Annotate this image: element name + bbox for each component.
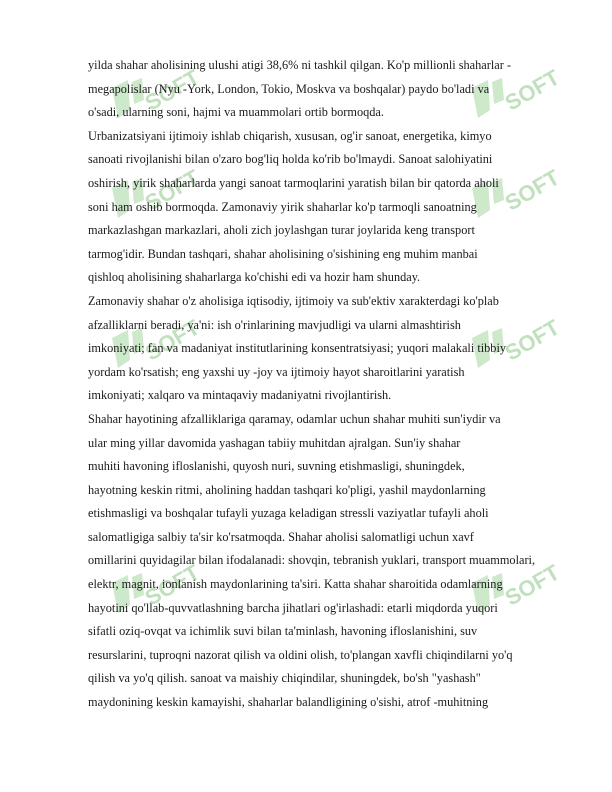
text-line: o'sadi, ularning soni, hajmi va muammolari ortib bormoqda. <box>88 105 384 120</box>
text-line: ular ming yillar davomida yashagan tabiiy muhitdan ajralgan. Sun'iy shahar <box>88 435 461 450</box>
text-line: sifatli oziq-ovqat va ichimlik suvi bilan ta'minlash, havoning ifloslanishini, suv <box>88 624 478 639</box>
text-line: tarmog'idir. Bundan tashqari, shahar aholisining o'sishining eng muhim manbai <box>88 246 478 261</box>
text-line: yordam ko'rsatish; eng yaxshi uy -joy va ijtimoiy hayot sharoitlarini yaratish <box>88 364 465 379</box>
svg-text:SOFT: SOFT <box>500 64 564 116</box>
text-line: megapolislar (Nyu -York, London, Tokio, Moskva va boshqalar) paydo bo'ladi va <box>88 81 490 96</box>
svg-text:SOFT: SOFT <box>500 559 564 611</box>
text-line: Urbanizatsiyani ijtimoiy ishlab chiqarish, xususan, og'ir sanoat, energetika, kimyo <box>88 128 492 143</box>
text-line: elektr, magnit, ionlanish maydonlarining ta'siri. Katta shahar sharoitida odamlarning <box>88 577 503 592</box>
text-line: maydonining keskin kamayishi, shaharlar balandligining o'sishi, atrof -muhitning <box>88 695 489 710</box>
svg-text:SOFT: SOFT <box>140 559 204 611</box>
text-line: omillarini quyidagilar bilan ifodalanadi: shovqin, tebranish yuklari, transport muammolari, <box>88 553 536 568</box>
text-line: imkoniyati; xalqaro va mintaqaviy madaniyatni rivojlantirish. <box>88 388 392 403</box>
svg-text:SOFT: SOFT <box>140 64 204 116</box>
text-line: resurslarini, tuproqni nazorat qilish va oldini olish, to'plangan xavfli chiqindilarni yo'q <box>88 647 513 662</box>
text-line: afzalliklarni beradi, ya'ni: ish o'rinlarining mavjudligi va ularni almashtirish <box>88 317 461 332</box>
text-line: oshirish, yirik shaharlarda yangi sanoat tarmoqlarini yaratish bilan bir qatorda aholi <box>88 175 499 190</box>
text-line: etishmasligi va boshqalar tufayli yuzaga keladigan stressli vaziyatlar tufayli aholi <box>88 506 489 521</box>
text-line: imkoniyati; fan va madaniyat institutlarining konsentratsiyasi; yuqori malakali tibbiy <box>88 341 507 356</box>
text-line: soni ham oshib bormoqda. Zamonaviy yirik shaharlar ko'p tarmoqli sanoatning <box>88 199 477 214</box>
text-line: Zamonaviy shahar o'z aholisiga iqtisodiy, ijtimoiy va sub'ektiv xarakterdagi ko'plab <box>88 293 499 308</box>
text-line: qilish va yo'q qilish. sanoat va maishiy chiqindilar, shuningdek, bo'sh "yashash" <box>88 671 481 686</box>
text-line: qishloq aholisining shaharlarga ko'chishi edi va hozir ham shunday. <box>88 270 421 285</box>
svg-text:SOFT: SOFT <box>500 314 564 366</box>
text-line: Shahar hayotining afzalliklariga qaramay, odamlar uchun shahar muhiti sun'iydir va <box>88 411 501 426</box>
text-line: muhiti havoning ifloslanishi, quyosh nuri, suvning etishmasligi, shuningdek, <box>88 459 465 474</box>
svg-text:SOFT: SOFT <box>140 314 204 366</box>
text-line: salomatligiga salbiy ta'sir ko'rsatmoqda. Shahar aholisi salomatligi uchun xavf <box>88 529 474 544</box>
text-line: yilda shahar aholisining ulushi atigi 38,6% ni tashkil qilgan. Ko'p millionli shaharlar - <box>88 58 511 72</box>
svg-text:SOFT: SOFT <box>500 164 564 216</box>
body-text <box>88 54 572 715</box>
text-line: hayotning keskin ritmi, aholining haddan tashqari ko'pligi, yashil maydonlarning <box>88 482 486 497</box>
text-line: markazlashgan markazlari, aholi zich joylashgan turar joylarida keng transport <box>88 223 475 238</box>
text-line: hayotini qo'llab-quvvatlashning barcha jihatlari og'irlashadi: etarli miqdorda yuqori <box>88 600 498 615</box>
svg-text:SOFT: SOFT <box>140 164 204 216</box>
text-line: sanoati rivojlanishi bilan o'zaro bog'liq holda ko'rib bo'lmaydi. Sanoat salohiyatini <box>88 152 493 167</box>
